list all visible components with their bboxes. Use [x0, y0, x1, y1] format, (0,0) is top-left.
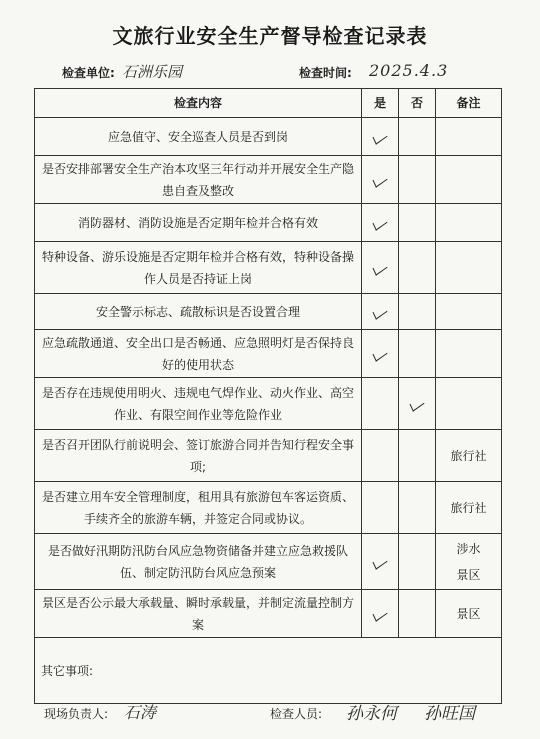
charge-label: 现场负责人: [44, 707, 109, 721]
check-item-text: 应急疏散通道、安全出口是否畅通、应急照明灯是否保持良好的使用状态 [35, 330, 362, 378]
table-row [35, 156, 502, 204]
check-item-text: 是否建立用车安全管理制度，租用具有旅游包车客运资质、手续齐全的旅游车辆，并签定合同或协议。 [35, 482, 362, 534]
note-cell [436, 118, 502, 156]
table-row [35, 242, 502, 294]
check-item-text: 是否召开团队行前说明会、签订旅游合同并告知行程安全事项; [35, 430, 362, 482]
check-item-text: 是否安排部署安全生产治本攻坚三年行动并开展安全生产隐患自查及整改 [35, 156, 362, 204]
yes-cell [362, 378, 399, 430]
note-cell [436, 330, 502, 378]
note-cell [436, 156, 502, 204]
other-matters-row [35, 638, 502, 704]
no-cell [399, 330, 436, 378]
check-mark-icon [373, 172, 388, 187]
col-header-yes: 是 [362, 89, 399, 118]
yes-cell [362, 242, 399, 294]
note-cell [436, 294, 502, 330]
yes-cell [362, 330, 399, 378]
table-row [35, 590, 502, 638]
no-cell [399, 534, 436, 590]
col-header-no: 否 [399, 89, 436, 118]
yes-cell [362, 430, 399, 482]
table-row [35, 330, 502, 378]
check-mark-icon [373, 129, 388, 144]
no-cell [399, 378, 436, 430]
table-row [35, 482, 502, 534]
note-cell [436, 378, 502, 430]
table-row [35, 534, 502, 590]
table-row [35, 294, 502, 330]
table-row [35, 430, 502, 482]
no-cell [399, 204, 436, 242]
check-item-text: 安全警示标志、疏散标识是否设置合理 [35, 294, 362, 330]
check-mark-icon [410, 396, 425, 411]
yes-cell [362, 204, 399, 242]
table-row [35, 378, 502, 430]
col-header-content: 检查内容 [35, 89, 362, 118]
table-row [35, 118, 502, 156]
table-header-row [35, 89, 502, 118]
inspection-table [34, 88, 502, 704]
check-mark-icon [373, 260, 388, 275]
no-cell [399, 242, 436, 294]
check-mark-icon [373, 215, 388, 230]
yes-cell [362, 294, 399, 330]
note-cell: 旅行社 [436, 430, 502, 482]
yes-cell [362, 482, 399, 534]
check-mark-icon [373, 304, 388, 319]
no-cell [399, 590, 436, 638]
check-item-text: 是否存在违规使用明火、违规电气焊作业、动火作业、高空作业、有限空间作业等危险作业 [35, 378, 362, 430]
yes-cell [362, 534, 399, 590]
unit-label: 检查单位: [62, 66, 115, 80]
note-cell [436, 204, 502, 242]
check-item-text: 消防器材、消防设施是否定期年检并合格有效 [35, 204, 362, 242]
check-item-text: 景区是否公示最大承载量、瞬时承载量，并制定流量控制方案 [35, 590, 362, 638]
no-cell [399, 118, 436, 156]
check-mark-icon [373, 554, 388, 569]
note-cell: 景区 [436, 590, 502, 638]
other-matters-label: 其它事项: [35, 638, 502, 704]
inspector-label: 检查人员: [270, 707, 323, 721]
time-label: 检查时间: [299, 66, 352, 80]
charge-signature: 石涛 [124, 703, 157, 722]
inspector-signature-1: 孙永何 [346, 704, 397, 724]
form-title: 文旅行业安全生产督导检查记录表 [112, 24, 428, 48]
col-header-note: 备注 [436, 89, 502, 118]
check-mark-icon [373, 606, 388, 621]
note-cell: 旅行社 [436, 482, 502, 534]
yes-cell [362, 156, 399, 204]
no-cell [399, 156, 436, 204]
unit-value: 石洲乐园 [122, 63, 183, 81]
no-cell [399, 294, 436, 330]
table-row [35, 204, 502, 242]
check-mark-icon [373, 346, 388, 361]
yes-cell [362, 590, 399, 638]
time-value: 2025.4.3 [369, 61, 449, 80]
inspector-signature-2: 孙旺国 [424, 704, 475, 724]
check-item-text: 应急值守、安全巡查人员是否到岗 [35, 118, 362, 156]
check-item-text: 特种设备、游乐设施是否定期年检并合格有效，特种设备操作人员是否持证上岗 [35, 242, 362, 294]
check-item-text: 是否做好汛期防汛防台风应急物资储备并建立应急救援队伍、制定防汛防台风应急预案 [35, 534, 362, 590]
note-cell [436, 242, 502, 294]
yes-cell [362, 118, 399, 156]
note-cell: 涉水景区 [436, 534, 502, 590]
no-cell [399, 430, 436, 482]
no-cell [399, 482, 436, 534]
